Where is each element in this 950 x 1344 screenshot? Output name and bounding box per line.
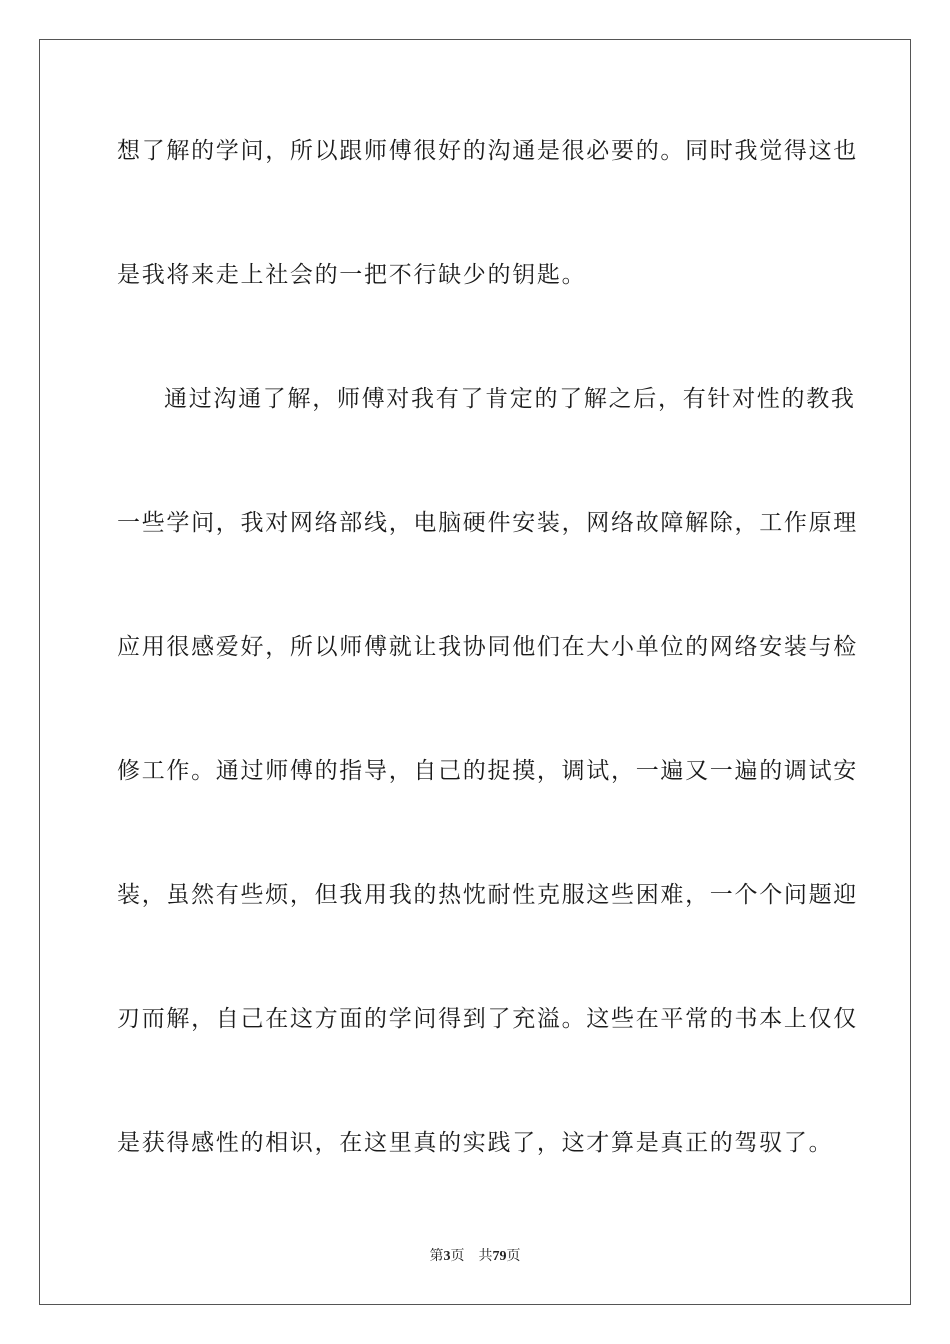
total-pages: 79	[492, 1249, 507, 1264]
page-border	[39, 39, 911, 1305]
page-number: 3	[443, 1249, 451, 1264]
body-text-line: 装，虽然有些烦，但我用我的热忱耐性克服这些困难，一个个问题迎	[117, 882, 858, 908]
body-text-line: 修工作。通过师傅的指导，自己的捉摸，调试，一遍又一遍的调试安	[117, 758, 858, 784]
page-suffix: 页	[450, 1248, 465, 1264]
page-prefix: 第	[429, 1248, 444, 1264]
paragraph-start-line: 通过沟通了解，师傅对我有了肯定的了解之后，有针对性的教我	[164, 386, 856, 412]
total-prefix: 共	[478, 1248, 493, 1264]
body-text-line: 是获得感性的相识，在这里真的实践了，这才算是真正的驾驭了。	[117, 1130, 834, 1156]
body-text-line: 刃而解，自己在这方面的学问得到了充溢。这些在平常的书本上仅仅	[117, 1006, 858, 1032]
body-text-line: 是我将来走上社会的一把不行缺少的钥匙。	[117, 262, 587, 288]
body-text-line: 一些学问，我对网络部线，电脑硬件安装，网络故障解除，工作原理	[117, 510, 858, 536]
body-text-line: 想了解的学问，所以跟师傅很好的沟通是很必要的。同时我觉得这也	[117, 138, 858, 164]
total-suffix: 页	[506, 1248, 521, 1264]
body-text-line: 应用很感爱好，所以师傅就让我协同他们在大小单位的网络安装与检	[117, 634, 858, 660]
page-footer	[0, 1247, 950, 1266]
